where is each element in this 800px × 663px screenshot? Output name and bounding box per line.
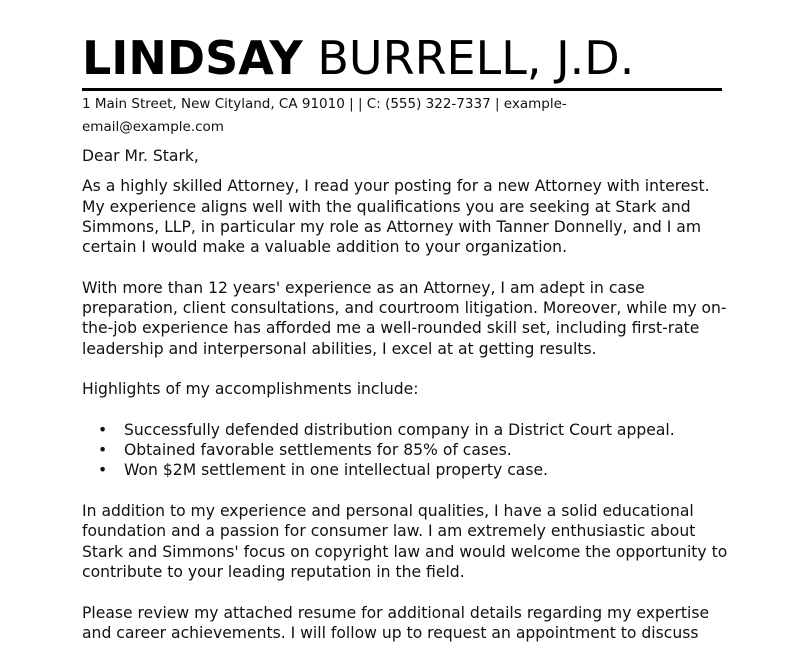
paragraph-closing: Please review my attached resume for additional details regarding my expertise and career achievements. I will follow up to request an appointment to discuss	[82, 603, 710, 642]
applicant-name	[82, 30, 634, 86]
salutation: Dear Mr. Stark,	[82, 147, 199, 165]
paragraph-education: In addition to my experience and personal qualities, I have a solid educational foundation and a passion for consumer law. I am extremely enthusiastic about Stark and Simmons' focus on copyright law and would welcome the opportunity to contribute to your leading reputation in the field.	[82, 502, 728, 581]
list-item-text: Won $2M settlement in one intellectual property case.	[124, 461, 549, 480]
bullet-icon: •	[98, 441, 108, 460]
contact-info: 1 Main Street, New Cityland, CA 91010 | | C: (555) 322-7337 | example-email@example.com	[82, 96, 567, 135]
paragraph-experience: With more than 12 years' experience as an Attorney, I am adept in case preparation, client consultations, and courtroom litigation. Moreover, while my on-the-job experience has afforded me a well-rounded skill set, including first-rate leadership and interpersonal abilities, I excel at at getting results.	[82, 278, 727, 358]
list-item-text: Obtained favorable settlements for 85% of cases.	[124, 441, 512, 460]
first-name: LINDSAY	[82, 31, 303, 85]
bullet-icon: •	[98, 420, 108, 439]
highlights-intro: Highlights of my accomplishments include:	[82, 380, 419, 399]
letter-body	[82, 146, 732, 663]
last-name: BURRELL, J.D.	[317, 31, 635, 85]
header-divider	[82, 88, 722, 91]
accomplishments-list	[82, 420, 732, 481]
list-item	[82, 420, 732, 440]
list-item	[82, 440, 732, 460]
paragraph-intro: As a highly skilled Attorney, I read your posting for a new Attorney with interest. My experience aligns well with the qualifications you are seeking at Stark and Simmons, LLP, in particular my role as Attorney with Tanner Donnelly, and I am certain I would make a valuable addition to your organization.	[82, 177, 710, 257]
bullet-icon: •	[98, 461, 108, 480]
list-item	[82, 460, 732, 480]
list-item-text: Successfully defended distribution company in a District Court appeal.	[124, 420, 675, 439]
